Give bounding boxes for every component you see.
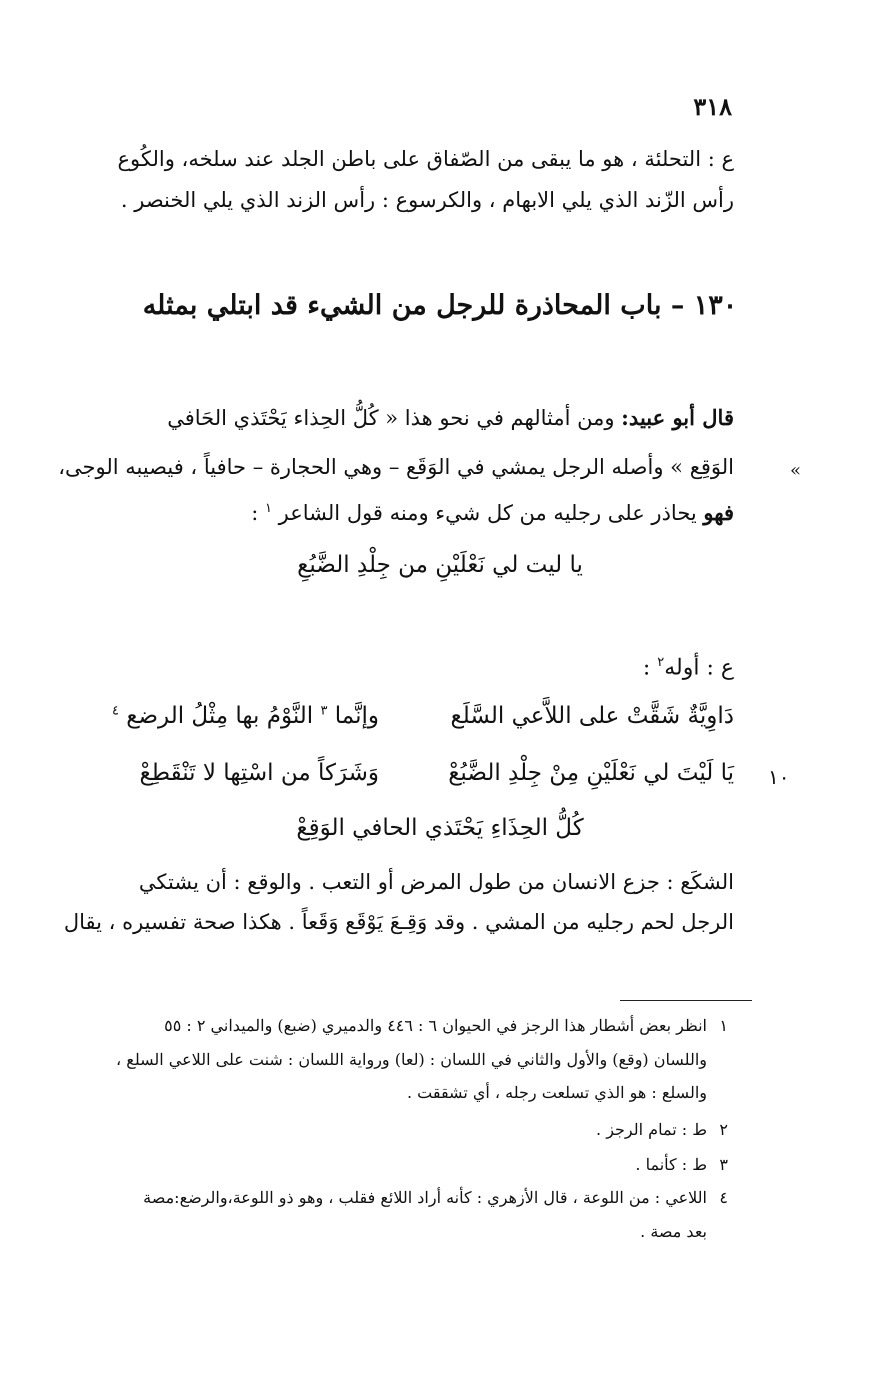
footnote-4-line-1: اللاعي : من اللوعة ، قال الأزهري : كأنه أراد اللائع فقلب ، وهو ذو اللوعة،والرضع:مصة [143,1188,707,1207]
margin-quote-mark: « [790,460,802,481]
poem-quote: يا ليت لي نَعْلَيْنِ من جِلْدِ الضَّبُعِ [297,552,583,578]
line-number: ١٠ [768,765,790,789]
footnote-marker-1: ١ [264,501,272,516]
gloss-line-2: الرجل لحم رجليه من المشي . وقد وَقِـعَ يَوْقَع وَقَعاً . هكذا صحة تفسيره ، يقال [63,910,734,934]
paragraph-line-3-colon: : [251,501,265,525]
verse-1-right: دَاوِيَّةٌ شَقَّتْ على اللاَّعي السَّلَع [450,703,734,729]
author-attribution: قال أبو عبيد: [621,405,734,430]
footnote-marker-4: ٤ [111,703,119,719]
gloss-line-1: الشكَع : جزع الانسان من طول المرض أو التعب . والوقع : أن يشتكي [138,870,734,894]
footnote-marker-3: ٣ [320,703,328,719]
note-heading [643,655,734,680]
verse-2-left: وَشَرَكاً من اسْتِها لا تَنْقَطِعْ [139,760,379,786]
footnote-2-line-1: ط : تمام الرجز . [596,1120,707,1139]
paragraph-line-1-text: ومن أمثالهم في نحو هذا « كُلُّ الحِذاء يَحْتَذي الحَافي [167,406,615,430]
paragraph-line-3 [251,500,734,525]
verse-3: كُلُّ الحِذَاءِ يَحْتَذي الحافي الوَقِعْ [296,815,584,841]
footnote-number-4: ٤ [719,1188,728,1207]
paragraph-line-2: الوَقِع » وأصله الرجل يمشي في الوَقَع – وهي الحجارة – حافياً ، فيصيبه الوجى، [58,455,734,479]
footnote-number-1: ١ [719,1016,728,1035]
paragraph-bold-word: فهو [703,500,734,525]
footnote-1-line-1: انظر بعض أشطار هذا الرجز في الحيوان ٦ : ٤٤٦ والدميري (ضبع) والميداني ٢ : ٥٥ [164,1016,707,1035]
footnote-number-2: ٢ [719,1120,728,1139]
footnote-3-line-1: ط : كأنما . [635,1155,707,1174]
footnote-1-line-3: والسلع : هو الذي تسلعت رجله ، أي تشققت . [406,1083,707,1102]
footnote-1-line-2: واللسان (وقع) والأول والثاني في اللسان : (لعا) ورواية اللسان : شنت على اللاعي السلع ، [116,1050,707,1069]
intro-line-2: رأس الزّند الذي يلي الابهام ، والكرسوع : رأس الزند الذي يلي الخنصر . [120,188,734,212]
verse-1-left-a: وإنَّما [334,703,379,729]
note-heading-colon: : [642,655,658,681]
footnote-4-line-2: بعد مصة . [640,1222,707,1241]
verse-1-left [112,703,379,729]
footnote-marker-2: ٢ [657,655,665,670]
page-number: ٣١٨ [693,92,732,121]
footnote-number-3: ٣ [719,1155,728,1174]
intro-line-1: ع : التحلئة ، هو ما يبقى من الصّفاق على باطن الجلد عند سلخه، والكُوع [117,147,734,171]
verse-2-right: يَا لَيْتَ لي نَعْلَيْنِ مِنْ جِلْدِ الضَّبُعْ [448,760,734,786]
footnote-divider [620,1000,752,1001]
paragraph-line-1 [167,405,734,430]
verse-1-left-b: النَّوْمُ بها مِثْلُ الرضع [126,703,314,729]
note-heading-text: ع : أوله [664,655,734,681]
section-heading: ١٣٠ – باب المحاذرة للرجل من الشيء قد ابتلي بمثله [142,290,738,321]
paragraph-line-3-text: يحاذر على رجليه من كل شيء ومنه قول الشاعر [278,501,697,525]
